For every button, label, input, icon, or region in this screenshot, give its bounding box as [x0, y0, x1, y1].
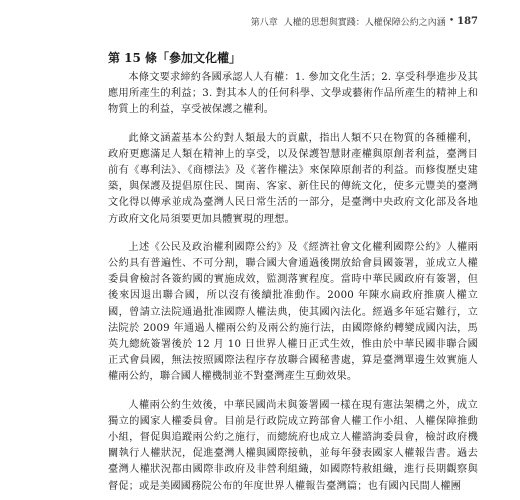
chapter-label: 第八章: [250, 17, 278, 28]
page-number: 187: [457, 15, 478, 27]
paragraph-1: 本條文要求締約各國承認人人有權：1. 參加文化生活；2. 享受科學進步及其應用所產生的利益；3. 對其本人的任何科學、文學或藝術作品所產生的精神上和物質上的利益，享受被保護之權利。: [108, 72, 478, 116]
section-title: 第 15 條「參加文化權」: [108, 51, 242, 65]
chapter-title: 人權的思想與實踐：人權保障公約之內涵: [283, 17, 446, 28]
header-separator: •: [448, 16, 455, 26]
paragraph-3: 上述《公民及政治權利國際公約》及《經濟社會文化權利國際公約》人權兩公約具有普遍性、不可分割，聯合國大會通過後開放給會員國簽署，並成立人權委員會檢討各簽約國的實施成效，監測落實程度。當時中華民國政府有簽署，但後來因退出聯合國，所以沒有後續批准動作。2000 年陳水扁政府推廣人權立國，曾請立法院通過批准國際人權法典，使其國內法化。經過多年延宕難行，立法院於 2009 年通過人權兩公約及兩公約施行法，由國際條約轉變成國內法，馬英九總統簽署後於 12 月 10 日世界人權日正式生效，惟由於中華民國非聯合國正式會員國，無法按照國際法程序存放聯合國秘書處，算是臺灣單邊生效實施人權兩公約，聯合國人權機制並不對臺灣產生互動效果。: [108, 241, 478, 383]
paragraph-4: 人權兩公約生效後，中華民國尚未與簽署國一樣在現有憲法架構之外，成立獨立的國家人權委員會。目前是行政院成立跨部會人權工作小組、人權保障推動小組，督促與追蹤兩公約之施行，而總統府也成立人權諮詢委員會，檢討政府機關執行人權狀況，促進臺灣人權與國際接軌，並每年發表國家人權報告書。過去臺灣人權狀況都由國際非政府及非營利組織，如國際特赦組織，進行長期觀察與督促；或是美國國務院公布的年度世界人權報告臺灣篇；也有國內民間人權團: [108, 399, 478, 492]
running-header: [108, 14, 478, 28]
paragraph-2: 此條文涵蓋基本公約對人類最大的貢獻，指出人類不只在物質的各種權利，政府更應滿足人類在精神上的享受，以及保護智慧財產權與原創者利益，臺灣目前有《專利法》、《商標法》及《著作權法》來保障原創者的利益。而修復歷史建築，與保護及提倡原住民、閩南、客家、新住民的傳統文化，使多元豐美的臺灣文化得以傳承並成為臺灣人民日常生活的一部分，是臺灣中央政府文化部及各地方政府文化局須要更加具體實現的理想。: [108, 132, 478, 225]
